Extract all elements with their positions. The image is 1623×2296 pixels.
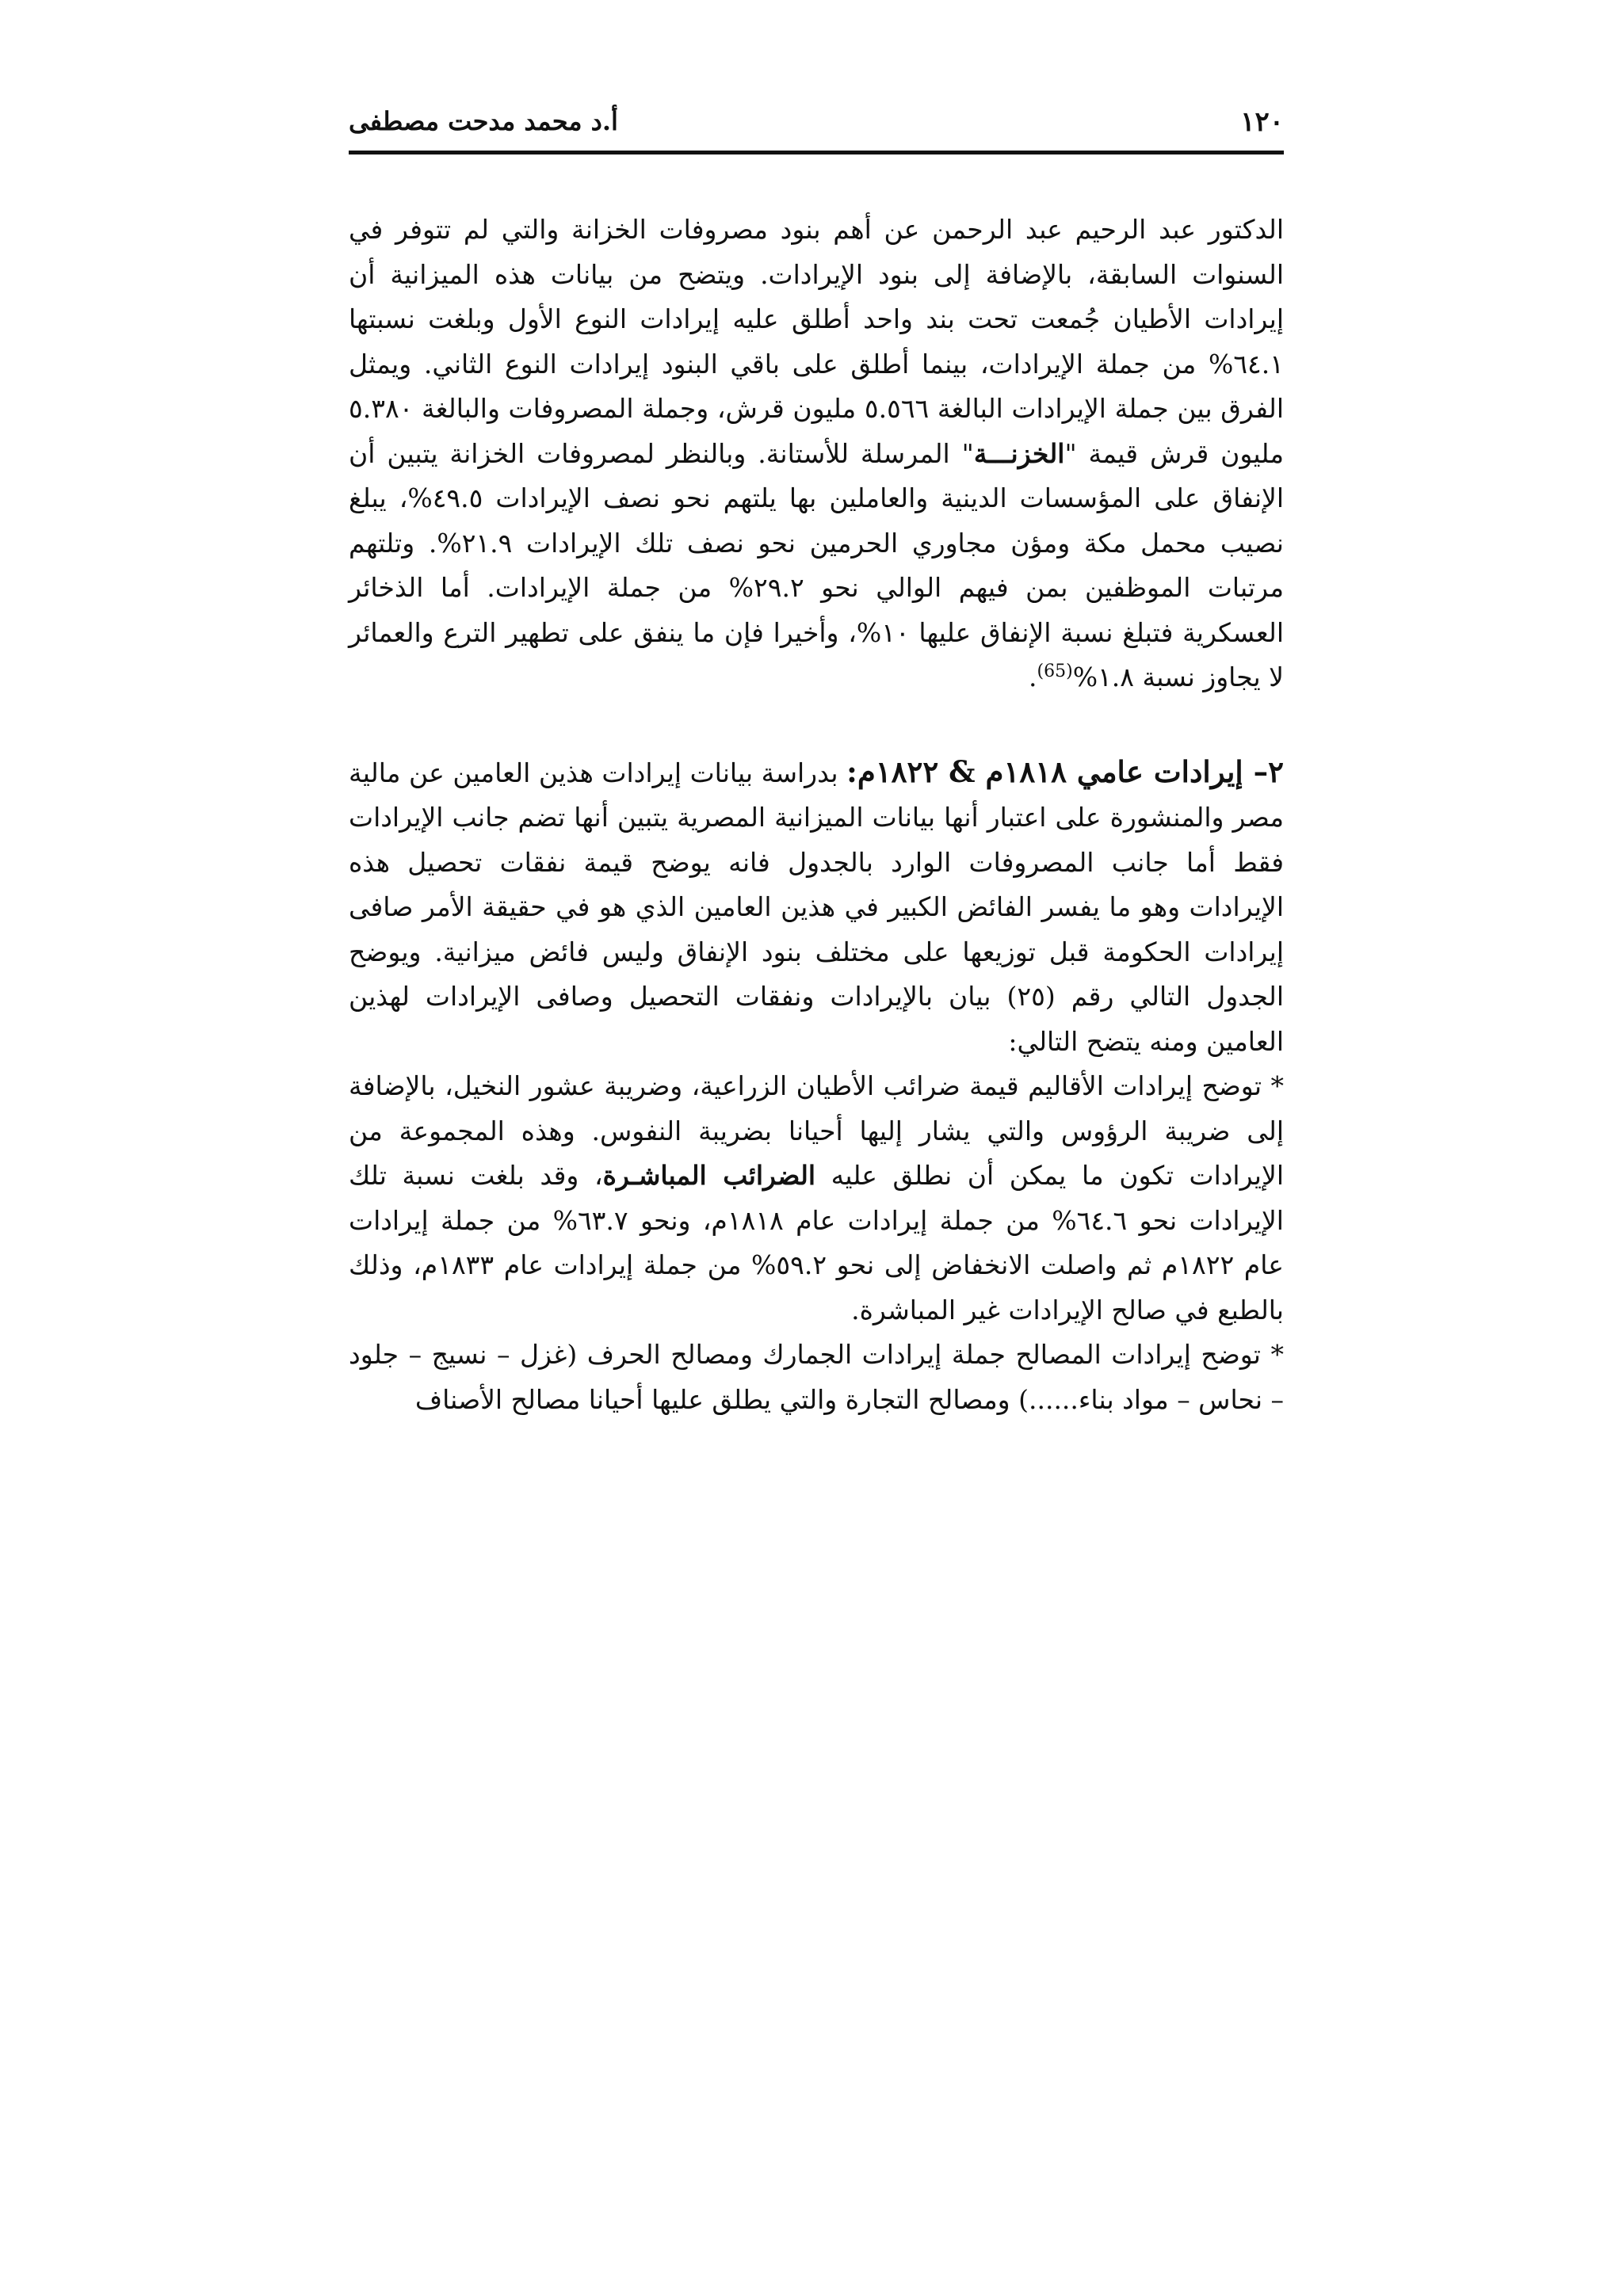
- paragraph-text: بدراسة بيانات إيرادات هذين العامين عن مالية مصر والمنشورة على اعتبار أنها بيانات الميزانية المصرية يتبين أنها تضم جانب الإيرادات فقط أما جانب المصروفات الوارد بالجدول فانه يوضح قيمة نفقات تحصيل هذه الإيرادات وهو ما يفسر الفائض الكبير في هذين العامين الذي هو في حقيقة الأمر صافى إيرادات الحكومة قبل توزيعها على مختلف بنود الإنفاق وليس فائض ميزانية. ويوضح الجدول التالي رقم (٢٥) بيان بالإيرادات ونفقات التحصيل وصافى الإيرادات لهذين العامين ومنه يتضح التالي:: [349, 757, 1284, 1057]
- paragraph-text: * توضح إيرادات الأقاليم قيمة ضرائب الأطيان الزراعية، وضريبة عشور النخيل، بالإضافة إلى ضريبة الرؤوس والتي يشار إليها أحيانا بضريبة النفوس. وهذه المجموعة من الإيرادات تكون ما يمكن أن نطلق عليه: [349, 1070, 1284, 1191]
- paragraph-gap: [349, 700, 1284, 749]
- paragraph-departments-revenues: [349, 1333, 1284, 1422]
- paragraph-end: .: [1029, 662, 1037, 692]
- paragraph-text: * توضح إيرادات المصالح جملة إيرادات الجمارك ومصالح الحرف (غزل – نسيج – جلود – نحاس – مواد بناء......) ومصالح التجارة والتي يطلق عليها أحيانا مصالح الأصناف: [349, 1339, 1284, 1415]
- bold-term-direct-taxes: الضرائب المباشـرة: [602, 1160, 816, 1191]
- bold-term-treasury: الخزنـــة: [973, 437, 1065, 469]
- paragraph-text-continued: " المرسلة للأستانة. وبالنظر لمصروفات الخزانة يتبين أن الإنفاق على المؤسسات الدينية والعاملين بها يلتهم نحو نصف الإيرادات ٤٩.٥%، يبلغ نصيب محمل مكة ومؤن مجاوري الحرمين نحو نصف تلك الإيرادات ٢١.٩%. وتلتهم مرتبات الموظفين بمن فيهم الوالي نحو ٢٩.٢% من جملة الإيرادات. أما الذخائر العسكرية فتبلغ نسبة الإنفاق عليها ١٠%، وأخيرا فإن ما ينفق على تطهير الترع والعمائر لا يجاوز نسبة ١.٨%: [349, 437, 1285, 692]
- section-heading: ٢– إيرادات عامي ١٨١٨م & ١٨٢٢م:: [846, 753, 1285, 789]
- page-number: ١٢٠: [1240, 106, 1284, 138]
- running-title: أ.د محمد مدحت مصطفى: [349, 106, 618, 136]
- body-text: [349, 208, 1284, 1422]
- footnote-reference: (65): [1037, 662, 1073, 681]
- paragraph-budget-analysis: [349, 208, 1284, 700]
- paragraph-text-continued: ، وقد بلغت نسبة تلك الإيرادات نحو ٦٤.٦% من جملة إيرادات عام ١٨١٨م، ونحو ٦٣.٧% من جملة إيرادات عام ١٨٢٢م ثم واصلت الانخفاض إلى نحو ٥٩.٢% من جملة إيرادات عام ١٨٣٣م، وذلك بالطبع في صالح الإيرادات غير المباشرة.: [349, 1160, 1284, 1325]
- paragraph-provincial-revenues: [349, 1064, 1284, 1333]
- page-header: [349, 95, 1284, 154]
- paragraph-text: الدكتور عبد الرحيم عبد الرحمن عن أهم بنود مصروفات الخزانة والتي لم تتوفر في السنوات السابقة، بالإضافة إلى بنود الإيرادات. ويتضح من بيانات هذه الميزانية أن إيرادات الأطيان جُمعت تحت بند واحد أطلق عليه إيرادات النوع الأول وبلغت نسبتها ٦٤.١% من جملة الإيرادات، بينما أطلق على باقي البنود إيرادات النوع الثاني. ويمثل الفرق بين جملة الإيرادات البالغة ٥.٥٦٦ مليون قرش، وجملة المصروفات والبالغة ٥.٣٨٠ مليون قرش قيمة ": [349, 214, 1285, 469]
- paragraph-revenues-1818-1822: [349, 749, 1284, 1065]
